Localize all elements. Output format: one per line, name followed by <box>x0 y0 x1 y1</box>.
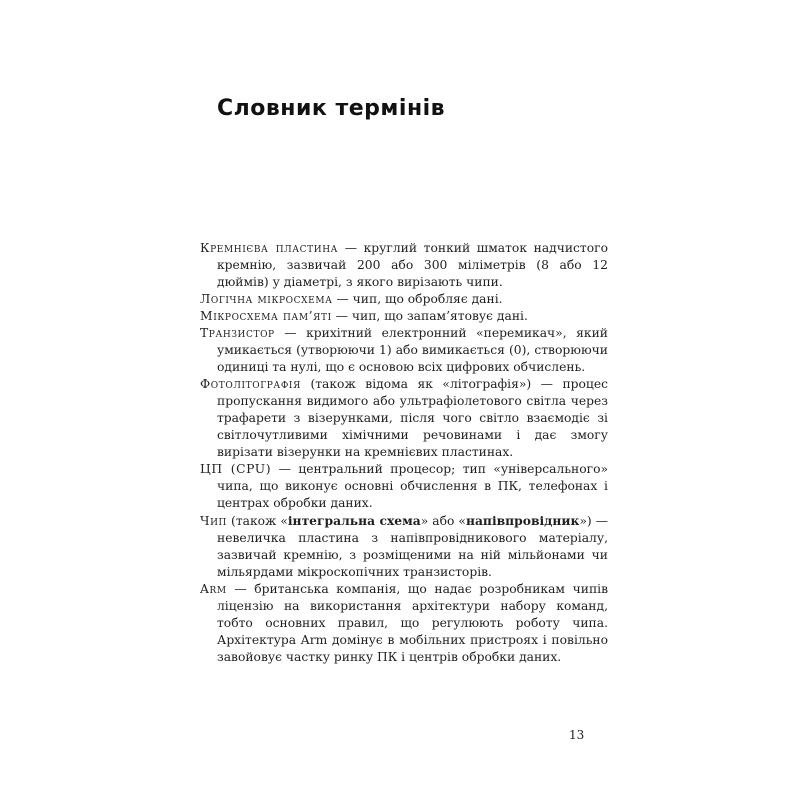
glossary-entry <box>200 376 608 461</box>
glossary-definition-part: (також « <box>227 514 288 528</box>
glossary-entry <box>200 512 608 581</box>
glossary-definition: — круглий тонкий шматок надчистого кремнію, зазвичай 200 або 300 міліметрів (8 або 12 дюймів) у діаметрі, з якого вирізають чипи. <box>217 241 608 289</box>
glossary-term: Arm <box>200 582 227 596</box>
glossary-entry <box>200 308 608 325</box>
glossary-entry <box>200 291 608 308</box>
glossary-term: Мікросхема пам’яті <box>200 309 332 323</box>
bold-term: інтегральна схема <box>287 513 421 528</box>
glossary-definition-part: » або « <box>420 514 466 528</box>
glossary-term: Кремнієва пластина <box>200 241 339 255</box>
glossary-term: ЦП (CPU) <box>200 462 272 476</box>
glossary-term: Логічна мікросхема <box>200 292 333 306</box>
glossary-definition: — центральний процесор; тип «універсального» чипа, що виконує основні обчислення в ПК, телефонах і центрах обробки даних. <box>217 462 608 510</box>
glossary-entry <box>200 240 608 291</box>
glossary-entry <box>200 581 608 666</box>
glossary-definition-part: ») — невеличка пластина з напівпровідникового матеріалу, зазвичай кремнію, з розміщеними на ній мільйонами чи мільярдами мікроскопічних транзисторів. <box>217 514 608 579</box>
bold-term: напівпровідник <box>465 513 580 528</box>
glossary-definition: (також відома як «літографія») — процес пропускання видимого або ультрафіолетового світла через трафарети з візерунками, після чого світло взаємодіє зі світлочутливими хімічними речовинами і дає змогу вирізати візерунки на кремнієвих пластинах. <box>217 377 608 459</box>
glossary-entry <box>200 325 608 376</box>
glossary-list <box>200 240 608 666</box>
glossary-entry <box>200 461 608 512</box>
page-number: 13 <box>569 728 585 742</box>
glossary-definition: — чип, що обробляє дані. <box>332 292 503 306</box>
page-title: Словник термінів <box>217 96 446 121</box>
glossary-term: Транзистор <box>200 326 275 340</box>
glossary-term: Чип <box>200 514 228 528</box>
glossary-term: Фотолітографія <box>200 377 301 391</box>
glossary-definition: — крихітний електронний «перемикач», який умикається (утворюючи 1) або вимикається (0), створюючи одиниці та нулі, що є основою всіх цифрових обчислень. <box>217 326 608 374</box>
glossary-definition: — британська компанія, що надає розробникам чипів ліцензію на використання архітектури набору команд, тобто основних правил, що регулюють роботу чипа. Архітектура Arm домінує в мобільних пристроях і повільно завойовує частку ринку ПК і центрів обробки даних. <box>217 582 608 664</box>
glossary-definition: — чип, що запам’ятовує дані. <box>331 309 528 323</box>
